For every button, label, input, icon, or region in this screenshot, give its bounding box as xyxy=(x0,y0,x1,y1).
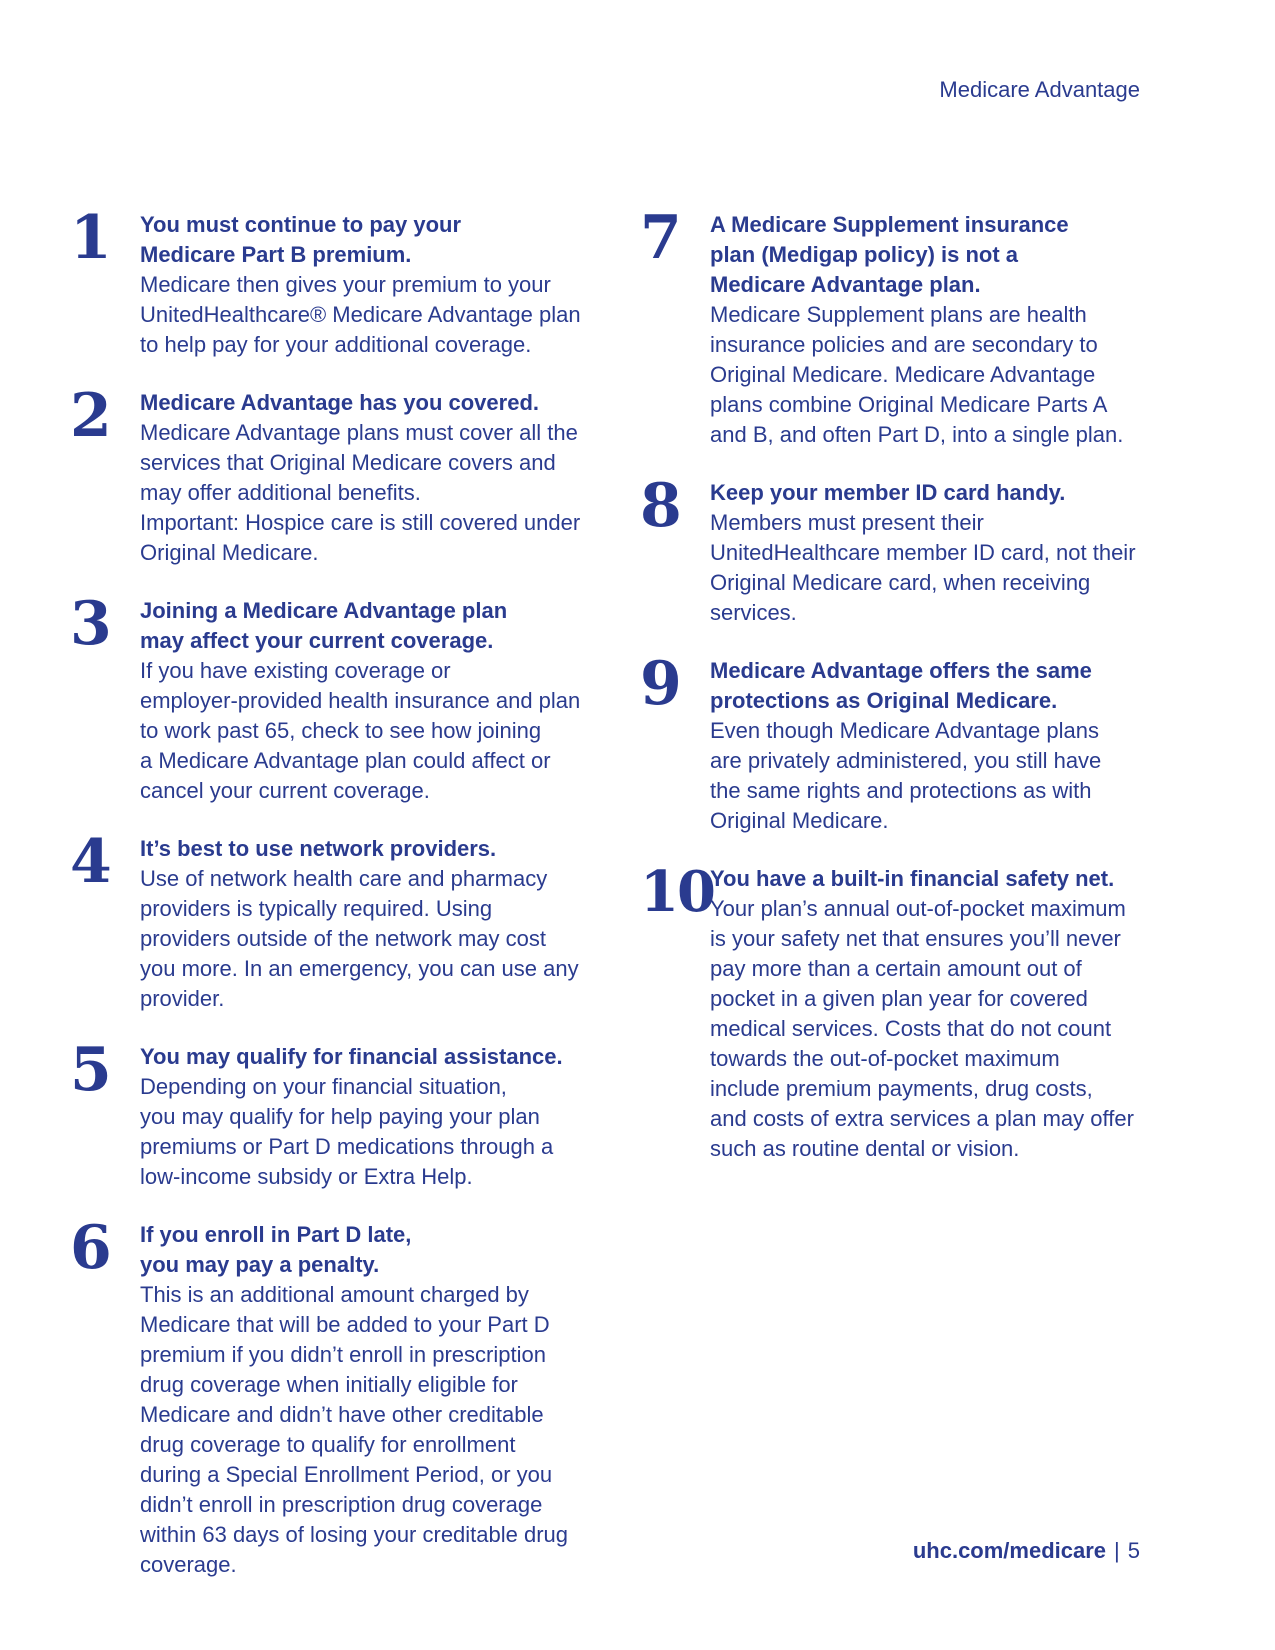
list-item xyxy=(640,859,1200,1164)
item-body: This is an additional amount charged by Medicare that will be added to your Part D premium if you didn’t enroll in prescription drug coverage when initially eligible for Medicare and didn’t have other creditable drug coverage to qualify for enrollment during a Special Enrollment Period, or you didn’t enroll in prescription drug coverage within 63 days of losing your creditable drug coverage. xyxy=(140,1282,569,1577)
item-number: 10 xyxy=(640,859,714,925)
item-body: Even though Medicare Advantage plans are privately administered, you still have the same rights and protections as with Original Medicare. xyxy=(710,718,1102,833)
item-number: 9 xyxy=(640,649,680,719)
item-number: 6 xyxy=(70,1213,110,1283)
item-heading: Medicare Advantage has you covered. xyxy=(140,390,539,415)
item-number: 8 xyxy=(640,471,680,541)
page-footer xyxy=(913,1538,1140,1564)
item-number: 7 xyxy=(640,203,680,273)
page-number: 5 xyxy=(1127,1538,1140,1563)
item-body: Your plan’s annual out-of-pocket maximum is your safety net that ensures you’ll never pay more than a certain amount out of pocket in a given plan year for covered medical services. Costs that do not count towards the out-of-pocket maximum include premium payments, drug costs, and costs of extra services a plan may offer such as routine dental or vision. xyxy=(710,896,1134,1161)
item-heading: You have a built-in financial safety net. xyxy=(710,866,1115,891)
item-body: Medicare Supplement plans are health insurance policies and are secondary to Original Medicare. Medicare Advantage plans combine Original Medicare Parts A and B, and often Part D, into a single plan. xyxy=(710,302,1124,447)
item-number: 4 xyxy=(70,827,110,897)
item-body: Medicare then gives your premium to your UnitedHealthcare® Medicare Advantage plan to help pay for your additional coverage. xyxy=(140,272,581,357)
footer-url[interactable]: uhc.com/medicare xyxy=(912,1538,1107,1563)
list-item xyxy=(640,203,1200,450)
list-item xyxy=(640,649,1200,836)
list-item xyxy=(70,1213,630,1580)
item-heading: A Medicare Supplement insurance plan (Medigap policy) is not a Medicare Advantage plan. xyxy=(710,212,1069,297)
item-heading: Medicare Advantage offers the same protections as Original Medicare. xyxy=(710,658,1092,713)
item-body: Members must present their UnitedHealthcare member ID card, not their Original Medicare card, when receiving services. xyxy=(710,510,1136,625)
item-number: 2 xyxy=(70,381,110,451)
item-body: Use of network health care and pharmacy providers is typically required. Using providers outside of the network may cost you more. In an emergency, you can use any provider. xyxy=(140,866,579,1011)
list-item xyxy=(70,1035,630,1192)
item-body: Depending on your financial situation, you may qualify for help paying your plan premiums or Part D medications through a low-income subsidy or Extra Help. xyxy=(140,1074,554,1189)
list-item xyxy=(70,381,630,568)
item-heading: If you enroll in Part D late, you may pay a penalty. xyxy=(140,1222,412,1277)
item-heading: Keep your member ID card handy. xyxy=(710,480,1066,505)
footer-separator: | xyxy=(1114,1538,1120,1563)
list-item xyxy=(70,827,630,1014)
list-item xyxy=(70,589,630,806)
list-item xyxy=(70,203,630,360)
item-number: 5 xyxy=(70,1035,110,1105)
item-heading: You may qualify for financial assistance. xyxy=(140,1044,563,1069)
left-column xyxy=(70,203,630,1580)
item-heading: Joining a Medicare Advantage plan may affect your current coverage. xyxy=(140,598,508,653)
item-body: Medicare Advantage plans must cover all the services that Original Medicare covers and may offer additional benefits. Important: Hospice care is still covered under Original Medicare. xyxy=(140,420,581,565)
running-head: Medicare Advantage xyxy=(939,77,1140,102)
item-heading: You must continue to pay your Medicare Part B premium. xyxy=(140,212,462,267)
item-number: 3 xyxy=(70,589,110,659)
item-heading: It’s best to use network providers. xyxy=(140,836,497,861)
item-number: 1 xyxy=(70,203,110,273)
item-body: If you have existing coverage or employer-provided health insurance and plan to work past 65, check to see how joining a Medicare Advantage plan could affect or cancel your current coverage. xyxy=(140,658,581,803)
right-column xyxy=(640,203,1200,1164)
list-item xyxy=(640,471,1200,628)
